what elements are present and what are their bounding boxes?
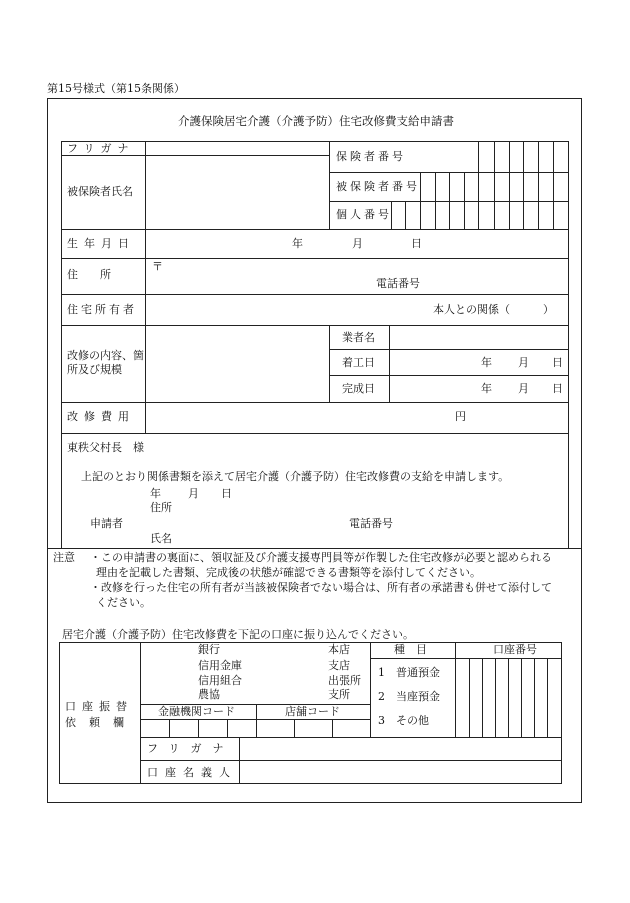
applicant-phone-label: 電話番号 <box>349 517 393 530</box>
applicant-label: 申請者 <box>90 517 123 530</box>
request-text: 上記のとおり関係書類を添えて居宅介護（介護予防）住宅改修費の支給を申請します。 <box>81 470 510 483</box>
address-phone-label: 電話番号 <box>376 277 420 290</box>
bank-type-1: 信用金庫 <box>198 659 242 672</box>
start-day: 日 <box>552 356 563 369</box>
apply-year: 年 <box>150 487 161 500</box>
note-2-line-1: ・改修を行った住宅の所有者が当該被保険者でない場合は、所有者の承諾書も併せて添付して <box>90 581 552 594</box>
contractor-label: 業者名 <box>342 331 375 344</box>
apply-day: 日 <box>221 487 232 500</box>
note-2-line-2: ください。 <box>96 596 151 609</box>
applicant-name-label: 氏名 <box>150 532 172 545</box>
end-date-label: 完成日 <box>342 382 375 395</box>
account-type-2: 3 その他 <box>378 714 429 727</box>
branch-code-label: 店舗コード <box>285 705 340 718</box>
birth-year: 年 <box>292 237 303 250</box>
account-type-1: 2 当座預金 <box>378 690 440 703</box>
start-year: 年 <box>481 356 492 369</box>
branch-type-3: 支所 <box>328 688 350 701</box>
start-month: 月 <box>518 356 529 369</box>
account-number-header: 口座番号 <box>493 643 537 656</box>
modification-label: 改修の内容、箇所及び規模 <box>67 349 144 376</box>
bank-type-2: 信用組合 <box>198 674 242 687</box>
branch-type-0: 本店 <box>328 643 350 656</box>
notes-label: 注意 <box>53 551 75 564</box>
category-header: 種 目 <box>394 643 427 656</box>
addressee: 東秩父村長 様 <box>67 441 144 454</box>
start-date-label: 着工日 <box>342 356 375 369</box>
account-holder-label: 口座名義人 <box>147 766 237 779</box>
birth-day: 日 <box>411 237 422 250</box>
postal-mark: 〒 <box>152 260 163 273</box>
note-1-line-2: 理由を記載した書類、完成後の状態が確認できる書類等を添付してください。 <box>96 566 481 579</box>
form-number: 第15号様式（第15条関係） <box>47 82 185 95</box>
end-month: 月 <box>518 382 529 395</box>
bank-intro: 居宅介護（介護予防）住宅改修費を下記の口座に振り込んでください。 <box>62 628 414 641</box>
page-title: 介護保険居宅介護（介護予防）住宅改修費支給申請書 <box>178 114 454 128</box>
bank-section-label-2: 依頼欄 <box>65 716 137 729</box>
applicant-address-label: 住所 <box>150 501 172 514</box>
cost-yen: 円 <box>455 410 466 423</box>
cost-label: 改修費用 <box>67 410 135 423</box>
insurer-number-label: 保険者番号 <box>336 150 406 163</box>
birth-month: 月 <box>352 237 363 250</box>
branch-type-2: 出張所 <box>328 674 361 687</box>
relation-label: 本人との関係（ ） <box>433 303 554 316</box>
end-year: 年 <box>481 382 492 395</box>
birthdate-label: 生年月日 <box>67 237 135 250</box>
bank-type-0: 銀行 <box>198 643 220 656</box>
furigana-label: フリガナ <box>67 142 135 155</box>
insured-number-label: 被保険者番号 <box>336 180 420 193</box>
end-day: 日 <box>552 382 563 395</box>
account-type-0: 1 普通預金 <box>378 666 440 679</box>
address-label: 住 所 <box>67 268 111 281</box>
personal-number-label: 個人番号 <box>336 208 392 221</box>
owner-label: 住宅所有者 <box>67 303 137 316</box>
apply-month: 月 <box>188 487 199 500</box>
bank-type-3: 農協 <box>198 688 220 701</box>
note-1-line-1: ・この申請書の裏面に、領収証及び介護支援専門員等が作製した住宅改修が必要と認められる <box>90 551 552 564</box>
table-top <box>61 141 569 142</box>
bank-code-label: 金融機関コード <box>158 705 235 718</box>
branch-type-1: 支店 <box>328 659 350 672</box>
insured-name-label: 被保険者氏名 <box>67 185 133 198</box>
account-furigana-label: フリガナ <box>147 742 235 755</box>
bank-section-label-1: 口座振替 <box>65 700 133 713</box>
